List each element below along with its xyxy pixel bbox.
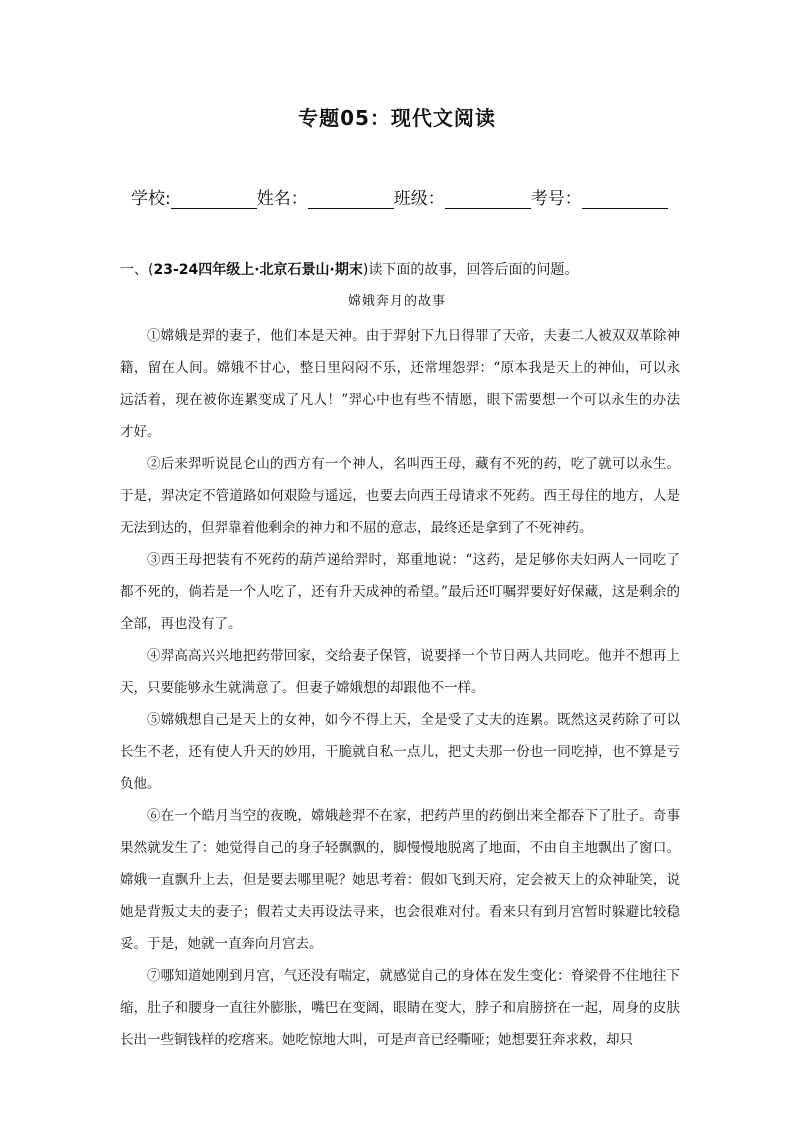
story-paragraph: ⑦哪知道她刚到月宫，气还没有喘定，就感觉自己的身体在发生变化：脊梁骨不住地往下缩，肚子和腰身一直往外膨胀，嘴巴在变阔，眼睛在变大，脖子和肩膀挤在一起，周身的皮肤长出一些铜钱样的疙瘩来。她吃惊地大叫，可是声音已经嘶哑；她想要狂奔求救，却只 xyxy=(120,968,680,1048)
story-paragraph: ⑤嫦娥想自己是天上的女神，如今不得上天，全是受了丈夫的连累。既然这灵药除了可以长生不老，还有使人升天的妙用，干脆就自私一点儿，把丈夫那一份也一同吃掉，也不算是亏负他。 xyxy=(120,712,680,792)
story-title: 嫦娥奔月的故事 xyxy=(347,294,446,309)
question-suffix: )读下面的故事，回答后面的问题。 xyxy=(362,262,579,278)
story-body xyxy=(120,320,680,1056)
student-info-row xyxy=(131,184,671,209)
name-blank xyxy=(308,188,394,209)
story-paragraph: ⑥在一个皓月当空的夜晚，嫦娥趁羿不在家，把药芦里的药倒出来全都吞下了肚子。奇事果然就发生了：她觉得自己的身子轻飘飘的，脚慢慢地脱离了地面，不由自主地飘出了窗口。嫦娥一直飘升上去，但是要去哪里呢？她思考着：假如飞到天府，定会被天上的众神耻笑，说她是背叛丈夫的妻子；假若丈夫再设法寻来，也会很难对付。看来只有到月宫暂时躲避比较稳妥。于是，她就一直奔向月宫去。 xyxy=(120,808,680,952)
class-blank xyxy=(445,188,531,209)
question-source: 23-24四年级上·北京石景山·期末 xyxy=(153,262,363,278)
school-label: 学校: xyxy=(131,189,171,209)
story-paragraph: ④羿高高兴兴地把药带回家，交给妻子保管，说要择一个节日两人共同吃。他并不想再上天，只要能够永生就满意了。但妻子嫦娥想的却跟他不一样。 xyxy=(120,648,680,696)
exam-number-label: 考号： xyxy=(530,189,582,209)
question-prefix: 一、( xyxy=(120,262,154,278)
story-paragraph: ②后来羿听说昆仑山的西方有一个神人，名叫西王母，藏有不死的药，吃了就可以永生。于是，羿决定不管道路如何艰险与遥远，也要去向西王母请求不死药。西王母住的地方，人是无法到达的，但羿靠着他剩余的神力和不屈的意志，最终还是拿到了不死神药。 xyxy=(120,456,680,536)
story-paragraph: ①嫦娥是羿的妻子，他们本是天神。由于羿射下九日得罪了天帝，夫妻二人被双双革除神籍，留在人间。嫦娥不甘心，整日里闷闷不乐，还常埋怨羿：“原本我是天上的神仙，可以永远活着，现在被你连累变成了凡人！”羿心中也有些不情愿，眼下需要想一个可以永生的办法才好。 xyxy=(120,328,680,440)
name-label: 姓名： xyxy=(256,189,308,209)
story-paragraph: ③西王母把装有不死药的葫芦递给羿时，郑重地说：“这药，是足够你夫妇两人一同吃了都不死的，倘若是一个人吃了，还有升天成神的希望。”最后还叮嘱羿要好好保藏，这是剩余的全部，再也没有了。 xyxy=(120,552,680,632)
page-title: 专题05：现代文阅读 xyxy=(298,106,496,130)
question-instruction xyxy=(120,259,680,279)
class-label: 班级： xyxy=(393,189,445,209)
exam-number-blank xyxy=(582,188,668,209)
school-blank xyxy=(171,188,257,209)
